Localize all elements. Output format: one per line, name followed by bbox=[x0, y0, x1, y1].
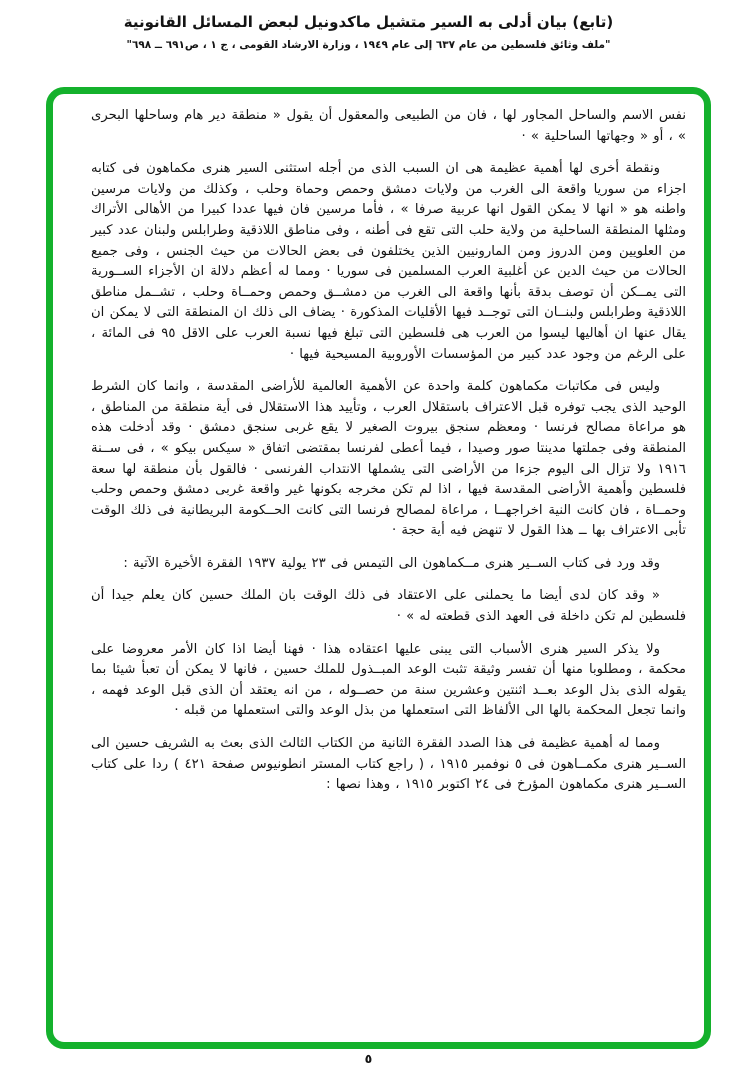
page-number: ٥ bbox=[364, 1051, 373, 1066]
content-frame bbox=[46, 87, 711, 1049]
paragraph-7: ومما له أهمية عظيمة فى هذا الصدد الفقرة الثانية من الكتاب الثالث الذى بعث به الشريف حسين الى الســير هنرى مكمــاهون فى ٥ نوفمبر ١٩١٥ ، ( راجع كتاب المستر انطونيوس صفحة ٤٢١ ) ردا على كتاب الســير هنرى مكماهون المؤرخ فى ٢٤ اكتوبر ١٩١٥ ، وهذا نصها : bbox=[91, 736, 686, 793]
page-header bbox=[0, 0, 737, 51]
document-title: (تابع) بيان أدلى به السير متشيل ماكدونيل لبعض المسائل القانونية bbox=[123, 13, 614, 31]
paragraph-2: ونقطة أخرى لها أهمية عظيمة هى ان السبب الذى من أجله استثنى السير هنرى مكماهون فى كتابه اجزاء من سوريا واقعة الى الغرب من ولايات دمشق وحمص وحماة وحلب ، وكذلك من ولايات مرسين واطنه هو « انها لا يمكن القول انها عربية صرفا » ، فأما مرسين فان فيها عددا كبيرا من الأهالى الأتراك ومثلها المنطقة الساحلية من ولاية حلب التى تقع فى أطنه ، وفى مناطق اللاذقية وطرابلس ولبنان عدد كبير من العلويين ومن الدروز ومن المارونيين الذين يختلفون فى بعض الحالات من حيث الجنس ، وفى جميع الحالات من حيث الدين عن أغلبية العرب المسلمين فى سوريا · ومما له أعظم دلالة ان الأجزاء الســورية التى يمــكن أن توصف بدقة بأنها واقعة الى الغرب من دمشــق وحمص وحمــاة وحلب ، تشــمل مناطق اللاذقية وطرابلس ولبنــان التى توجــد فيها الأقليات المذكورة · يضاف الى ذلك ان المنطقة التى لا يمكن ان يقال عنها ان أهاليها ليسوا من العرب هى فلسطين التى تبلغ فيها نسبة العرب على الاقل ٩٥ فى المائة ، على الرغم من وجود عدد كبير من المؤسسات الأوروبية المسيحية فيها · bbox=[91, 161, 686, 362]
paragraph-4: وقد ورد فى كتاب الســير هنرى مــكماهون الى التيمس فى ٢٣ يولية ١٩٣٧ الفقرة الأخيرة الآتية : bbox=[123, 555, 660, 571]
document-source-citation: "ملف وثائق فلسطين من عام ٦٣٧ إلى عام ١٩٤٩ ، وزارة الارشاد القومى ، ج ١ ، ص٦٩١ ــ ٦٩٨" bbox=[126, 39, 611, 52]
paragraph-1: نفس الاسم والساحل المجاور لها ، فان من الطبيعى والمعقول أن يقول « منطقة دير هام وساحلها البحرى » ، أو « وجهاتها الساحلية » · bbox=[91, 108, 686, 144]
paragraph-3: وليس فى مكاتبات مكماهون كلمة واحدة عن الأهمية العالمية للأراضى المقدسة ، وانما كان الشرط الوحيد الذى يجب توفره قبل الاعتراف باستقلال العرب ، وتأييد هذا الاستقلال فى أية منطقة من المناطق ، هو مراعاة مصالح فرنسا · ومعظم سنجق بيروت الصغير لا يقع غربى سنجق دمشق · وقد أدخلت هذه المنطقة وفى جملتها مدينتا صور وصيدا ، فيما أعطى لفرنسا بمقتضى اتفاق « سيكس بيكو » ، فى ســنة ١٩١٦ ولا تزال الى اليوم جزءا من الأراضى التى يشملها الانتداب الفرنسى · فالقول بأن منطقة لها سعة فلسطين وأهمية الأراضى المقدسة فيها ، اذا لم تكن مخرجه بكونها غير واقعة غربى دمشق وحمص وحلب وحمــاة ، فان كانت النية اخراجهــا ، مراعاة لمصالح فرنسا التى كانت الحــكومة البريطانية فى ذلك الوقت تأبى الاعتراف بها ــ هذا القول لا تنهض فيه أية حجة · bbox=[91, 379, 686, 539]
paragraph-6: ولا يذكر السير هنرى الأسباب التى يبنى عليها اعتقاده هذا · فهنا أيضا اذا كان الأمر معروضا على محكمة ، ومطلوبا منها أن تفسر وثيقة تثبت الوعد المبــذول للملك حسين ، فانها لا يمكن أن تعبأ شيئا بما يقوله الذى بذل الوعد بعــد اثنتين وعشرين سنة من حصــوله ، من انه يعتقد أن الذى قبل الوعد فهمه ، وانما تجعل المحكمة بالها الى الألفاظ التى استعملها من بذل الوعد والتى استعملها من قبله · bbox=[91, 641, 686, 719]
paragraph-5-quote: « وقد كان لدى أيضا ما يحملنى على الاعتقاد فى ذلك الوقت بان الملك حسين كان يعلم جيدا أن فلسطين لم تكن داخلة فى العهد الذى قطعته له » · bbox=[91, 588, 686, 625]
